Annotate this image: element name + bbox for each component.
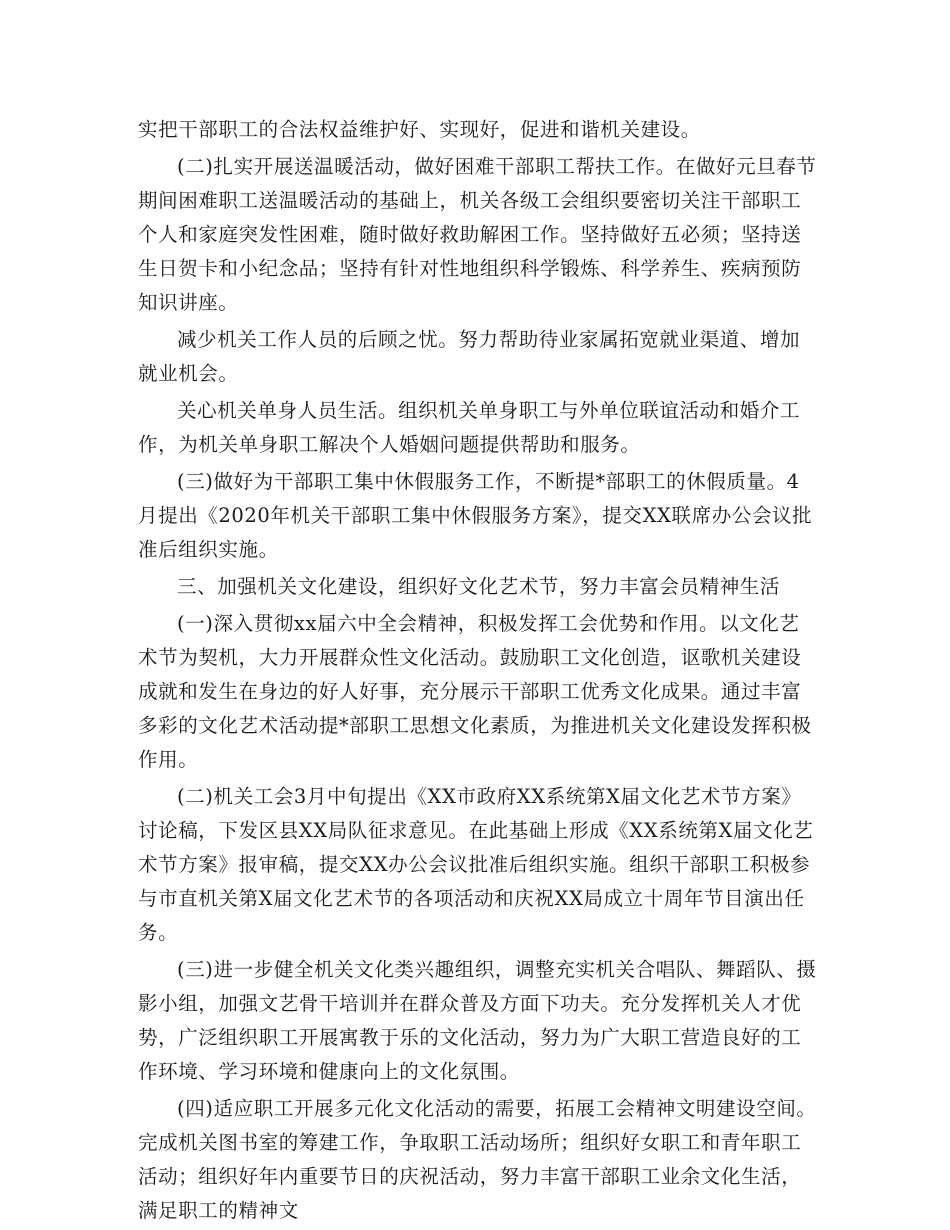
document-body xyxy=(138,113,818,1228)
paragraph-reduce-worries: 减少机关工作人员的后顾之忧。努力帮助待业家属拓宽就业渠道、增加就业机会。 xyxy=(138,328,801,385)
paragraph-single-staff: 关心机关单身人员生活。组织机关单身职工与外单位联谊活动和婚介工作，为机关单身职工解决个人婚姻问题提供帮助和服务。 xyxy=(138,399,801,456)
paragraph-interest-groups: (三)进一步健全机关文化类兴趣组织，调整充实机关合唱队、舞蹈队、摄影小组，加强文艺骨干培训并在群众普及方面下功夫。充分发挥机关人才优势，广泛组织职工开展寓教于乐的文化活动，努力为广大职工营造良好的工作环境、学习环境和健康向上的文化氛围。 xyxy=(138,958,817,1083)
paragraph-vacation-service: (三)做好为干部职工集中休假服务工作，不断提*部职工的休假质量。4月提出《2020年机关干部职工集中休假服务方案》，提交XX联席办公会议批准后组织实施。 xyxy=(138,470,813,561)
paragraph-warmth-activities: (二)扎实开展送温暖活动，做好困难干部职工帮扶工作。在做好元旦春节期间困难职工送温暖活动的基础上，机关各级工会组织要密切关注干部职工个人和家庭突发性困难，随时做好救助解困工作。坚持做好五必须；坚持送生日贺卡和小纪念品；坚持有针对性地组织科学锻炼、科学养生、疾病预防知识讲座。 xyxy=(138,155,817,314)
paragraph-arts-festival-plan: (二)机关工会3月中旬提出《XX市政府XX系统第X届文化艺术节方案》讨论稿，下发区县XX局队征求意见。在此基础上形成《XX系统第X届文化艺术节方案》报审稿，提交XX办公会议批准后组织实施。组织干部职工积极参与市直机关第X届文化艺术节的各项活动和庆祝XX局成立十周年节目演出任务。 xyxy=(138,785,814,944)
paragraph-continuation: 实把干部职工的合法权益维护好、实现好，促进和谐机关建设。 xyxy=(138,118,701,141)
paragraph-implement-spirit: (一)深入贯彻xx届六中全会精神，积极发挥工会优势和作用。以文化艺术节为契机，大力开展群众性文化活动。鼓励职工文化创造，讴歌机关建设成就和发生在身边的好人好事，充分展示干部职工优秀文化成果。通过丰富多彩的文化艺术活动提*部职工思想文化素质，为推进机关文化建设发挥积极作用。 xyxy=(138,612,812,771)
section-heading-culture: 三、加强机关文化建设，组织好文化艺术节，努力丰富会员精神生活 xyxy=(177,575,781,598)
paragraph-diverse-activities: (四)适应职工开展多元化文化活动的需要，拓展工会精神文明建设空间。完成机关图书室的筹建工作，争取职工活动场所；组织好女职工和青年职工活动；组织好年内重要节日的庆祝活动，努力丰富干部职工业余文化生活，满足职工的精神文 xyxy=(138,1097,817,1222)
